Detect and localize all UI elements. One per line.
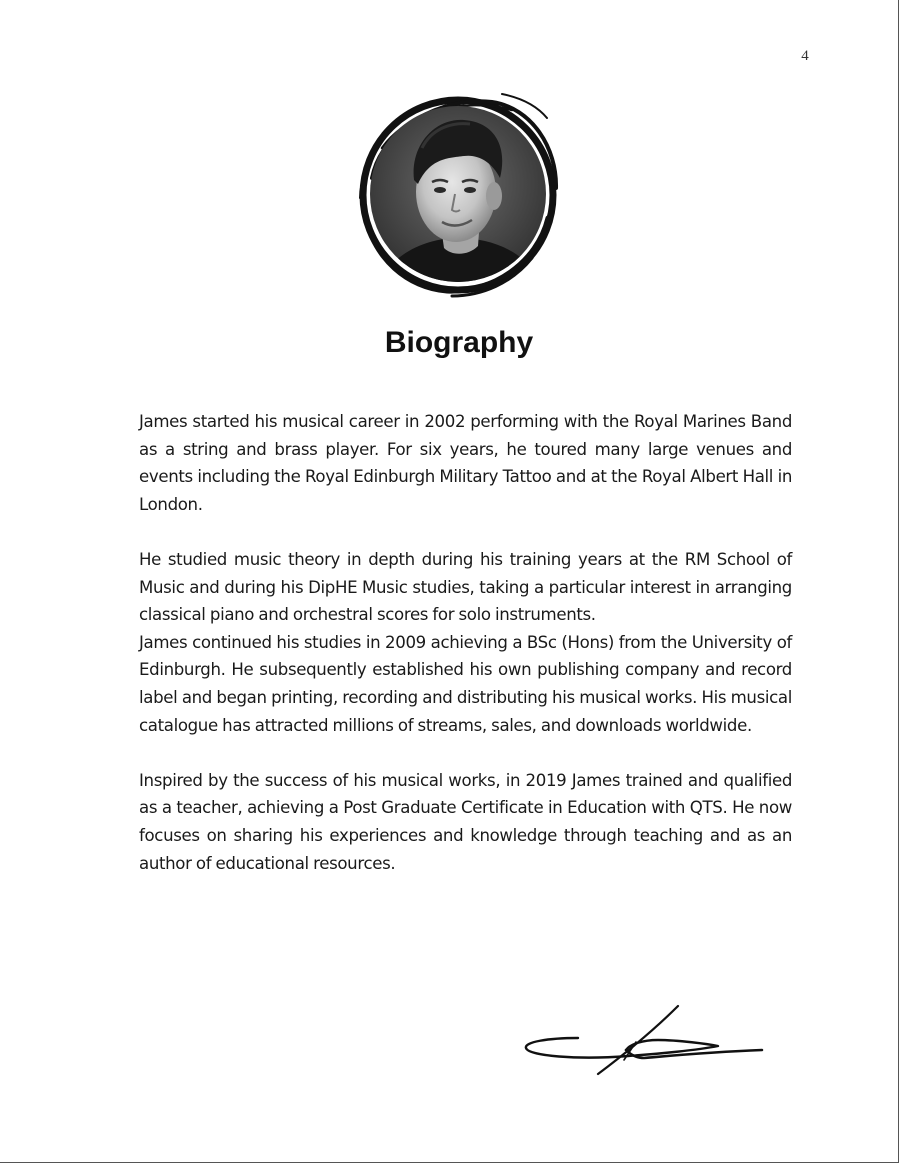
biography-text	[139, 408, 792, 877]
person-photo-icon	[352, 88, 564, 300]
bio-paragraph: James continued his studies in 2009 achieving a BSc (Hons) from the University of Edinburgh. He subsequently established his own publishing company and record label and began printing, recording and distributing his musical works. His musical catalogue has attracted millions of streams, sales, and downloads worldwide.	[139, 632, 792, 735]
page-number: 4	[801, 48, 809, 64]
bio-paragraph: Inspired by the success of his musical works, in 2019 James trained and qualified as a teacher, achieving a Post Graduate Certificate in Education with QTS. He now focuses on sharing his experiences and knowledge through teaching and as an author of educational resources.	[139, 770, 792, 873]
author-portrait	[352, 88, 564, 300]
bio-paragraph: He studied music theory in depth during his training years at the RM School of Music and during his DipHE Music studies, taking a particular interest in arranging classical piano and orchestral scores for solo instruments.	[139, 549, 792, 625]
bio-paragraph: James started his musical career in 2002 performing with the Royal Marines Band as a string and brass player. For six years, he toured many large venues and events including the Royal Edinburgh Military Tattoo and at the Royal Albert Hall in London.	[139, 412, 792, 514]
page-title: Biography	[384, 326, 534, 359]
handwritten-signature-icon	[518, 998, 768, 1080]
